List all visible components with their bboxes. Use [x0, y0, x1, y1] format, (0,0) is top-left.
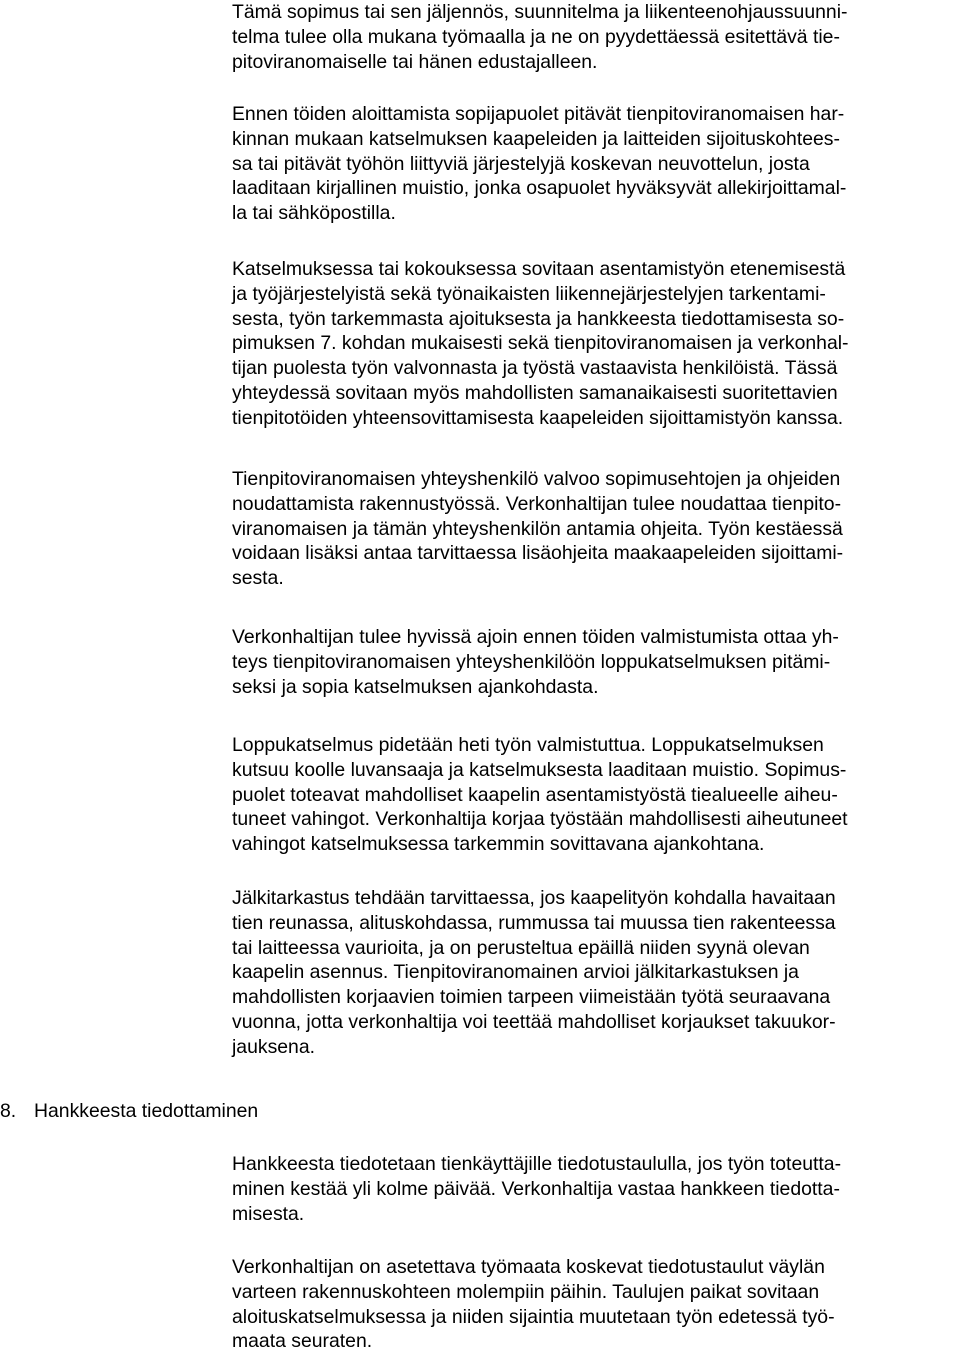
- text-line: yhteydessä sovitaan myös mahdollisten samanaikaisesti suoritettavien: [232, 381, 838, 404]
- text-line: Jälkitarkastus tehdään tarvittaessa, jos kaapelityön kohdalla havaitaan: [232, 887, 836, 909]
- text-line: mahdollisten korjaavien toimien tarpeen viimeistään työtä seuraavana: [232, 986, 831, 1009]
- text-line: Tienpitoviranomaisen yhteyshenkilö valvoo sopimusehtojen ja ohjeiden: [232, 468, 841, 490]
- text-line: sesta.: [232, 567, 284, 590]
- text-line: noudattamista rakennustyössä. Verkonhaltijan tulee noudattaa tienpito-: [232, 492, 842, 515]
- paragraph: [232, 1255, 958, 1354]
- paragraph: [232, 886, 958, 1060]
- text-line: pitoviranomaiselle tai hänen edustajalleen.: [232, 50, 598, 73]
- paragraph: [232, 257, 958, 431]
- paragraph: [232, 467, 958, 591]
- text-line: varteen rakennuskohteen molempiin päihin. Taulujen paikat sovitaan: [232, 1280, 820, 1303]
- text-line: Verkonhaltijan tulee hyvissä ajoin ennen töiden valmistumista ottaa yh-: [232, 626, 839, 648]
- section-heading: [0, 1098, 258, 1124]
- text-line: kaapelin asennus. Tienpitoviranomainen arvioi jälkitarkastuksen ja: [232, 961, 799, 984]
- text-line: kinnan mukaan katselmuksen kaapeleiden ja laitteiden sijoituskohtees-: [232, 127, 840, 150]
- paragraph: [232, 102, 958, 226]
- text-line: puolet toteavat mahdolliset kaapelin asentamistyöstä tiealueelle aiheu-: [232, 783, 838, 806]
- text-line: Tämä sopimus tai sen jäljennös, suunnitelma ja liikenteenohjaussuunni-: [232, 1, 848, 23]
- text-line: tai laitteessa vaurioita, ja on perusteltua epäillä niiden syynä olevan: [232, 936, 810, 959]
- text-line: maata seuraten.: [232, 1330, 373, 1353]
- text-line: Verkonhaltijan on asetettava työmaata koskevat tiedotustaulut väylän: [232, 1256, 825, 1278]
- text-line: minen kestää yli kolme päivää. Verkonhaltija vastaa hankkeen tiedotta-: [232, 1177, 840, 1200]
- text-line: tijan puolesta työn valvonnasta ja työstä vastaavista henkilöistä. Tässä: [232, 357, 838, 380]
- text-line: tuneet vahingot. Verkonhaltija korjaa työstään mahdollisesti aiheutuneet: [232, 808, 848, 831]
- text-line: Katselmuksessa tai kokouksessa sovitaan asentamistyön etenemisestä: [232, 258, 846, 280]
- text-line: pimuksen 7. kohdan mukaisesti sekä tienpitoviranomaisen ja verkonhal-: [232, 332, 849, 355]
- section-title: Hankkeesta tiedottaminen: [34, 1100, 259, 1122]
- text-line: tienpitotöiden yhteensovittamisesta kaapeleiden sijoittamistyön kanssa.: [232, 406, 844, 429]
- text-line: misesta.: [232, 1202, 305, 1225]
- paragraph: [232, 625, 958, 699]
- text-line: viranomaisen ja tämän yhteyshenkilön antamia ohjeita. Työn kestäessä: [232, 517, 843, 540]
- text-line: la tai sähköpostilla.: [232, 202, 396, 225]
- paragraph: [232, 733, 958, 857]
- text-line: jauksena.: [232, 1035, 316, 1058]
- text-line: vuonna, jotta verkonhaltija voi teettää mahdolliset korjaukset takuukor-: [232, 1010, 836, 1033]
- text-line: sa tai pitävät työhön liittyviä järjestelyjä koskevan neuvottelun, josta: [232, 152, 810, 175]
- text-line: Ennen töiden aloittamista sopijapuolet pitävät tienpitoviranomaisen har-: [232, 103, 845, 125]
- paragraph: [232, 1152, 958, 1226]
- text-line: seksi ja sopia katselmuksen ajankohdasta.: [232, 675, 599, 698]
- text-line: kutsuu koolle luvansaaja ja katselmuksesta laaditaan muistio. Sopimus-: [232, 758, 847, 781]
- text-line: Hankkeesta tiedotetaan tienkäyttäjille tiedotustaululla, jos työn toteutta-: [232, 1153, 842, 1175]
- section-number: 8.: [0, 1100, 17, 1122]
- text-line: voidaan lisäksi antaa tarvittaessa lisäohjeita maakaapeleiden sijoittami-: [232, 542, 844, 565]
- text-line: telma tulee olla mukana työmaalla ja ne on pyydettäessä esitettävä tie-: [232, 25, 840, 48]
- text-line: aloituskatselmuksessa ja niiden sijaintia muutetaan työn edetessä työ-: [232, 1305, 835, 1328]
- text-line: Loppukatselmus pidetään heti työn valmistuttua. Loppukatselmuksen: [232, 734, 824, 756]
- text-line: sesta, työn tarkemmasta ajoituksesta ja hankkeesta tiedottamisesta so-: [232, 307, 845, 330]
- text-line: tien reunassa, alituskohdassa, rummussa tai muussa tien rakenteessa: [232, 911, 836, 934]
- paragraph: [232, 0, 958, 74]
- text-line: laaditaan kirjallinen muistio, jonka osapuolet hyväksyvät allekirjoittamal-: [232, 177, 847, 200]
- text-line: vahingot katselmuksessa tarkemmin sovittavana ajankohtana.: [232, 833, 765, 856]
- text-line: teys tienpitoviranomaisen yhteyshenkilöön loppukatselmuksen pitämi-: [232, 650, 831, 673]
- text-line: ja työjärjestelyistä sekä työnaikaisten liikennejärjestelyjen tarkentami-: [232, 282, 826, 305]
